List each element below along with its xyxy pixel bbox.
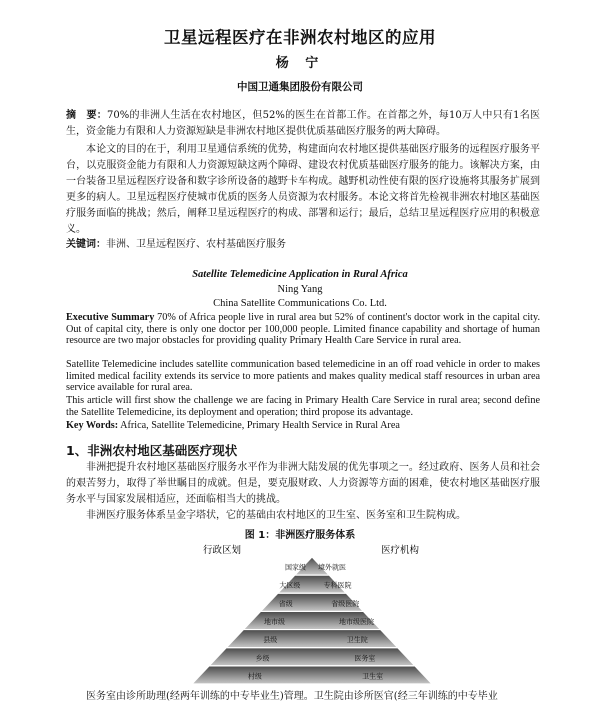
executive-summary-label: Executive Summary — [66, 312, 155, 323]
pyramid-layer-5 — [226, 630, 397, 648]
admin-level-label: 地市级 — [264, 618, 285, 626]
section-1-paragraph-2: 非洲医疗服务体系呈金字塔状，它的基础由农村地区的卫生室、医务室和卫生院构成。 — [86, 510, 466, 521]
keywords-en-text: Africa, Satellite Telemedicine, Primary Health Service in Rural Area — [118, 420, 400, 431]
admin-division-header: 行政区划 — [202, 545, 242, 556]
admin-level-label: 村级 — [247, 672, 262, 681]
medical-level-label: 省级医院 — [331, 599, 360, 608]
medical-level-label: 卫生室 — [362, 672, 384, 681]
keywords-en-label: Key Words: — [66, 420, 119, 431]
admin-level-label: 国家级 — [285, 563, 306, 572]
english-title: Satellite Telemedicine Application in Rural Africa — [192, 269, 408, 280]
medical-institution-header: 医疗机构 — [380, 545, 420, 556]
keywords-en — [66, 420, 540, 432]
admin-level-label: 大区级 — [279, 581, 301, 590]
abstract-zh — [66, 108, 540, 140]
pyramid-layer-6 — [209, 648, 415, 666]
author-name: 杨 宁 — [275, 56, 325, 71]
abstract-en — [66, 312, 540, 347]
keywords-zh — [66, 237, 540, 253]
section-1-paragraph-1: 非洲把提升农村地区基础医疗服务水平作为非洲大陆发展的优先事项之一。经过政府、医务人员和社会的艰苦努力，取得了举世瞩目的成就。但是，要克服财政、人力资源等方面的困难，使农村地区基础医疗服务水平与国家发展相适应，还面临相当大的挑战。 — [66, 462, 540, 505]
keywords-label: 关键词： — [66, 239, 106, 250]
medical-level-label: 专科医院 — [323, 581, 352, 590]
abstract-zh-paragraph-2: 本论文的目的在于，利用卫星通信系统的优势，构建面向农村地区提供基础医疗服务的远程医疗服务平台，以克服资金能力有限和人力资源短缺这两个障碍、建设农村优质基础医疗服务的能力。该解决方案，由一台装备卫星远程医疗设备和数字诊所设备的越野卡车构成。越野机动性使有限的医疗设施将其服务扩展到更多的病人。卫星远程医疗使城市优质的医务人员资源为农村服务。本论文将首先检视非洲农村地区基础医疗服务面临的挑战；然后，阐释卫星远程医疗的构成、部署和运行；最后，总结卫星远程医疗应用的积极意义。 — [66, 144, 540, 235]
abstract-en-paragraph-3: This article will first show the challenge we are facing in Primary Health Care Service in rural area; second define the Satellite Telemedicine, its deployment and operation; third propose its advantage. — [66, 395, 540, 418]
medical-level-label: 卫生院 — [346, 636, 368, 645]
medical-level-label: 地市级医院 — [339, 618, 374, 626]
keywords-text: 非洲、卫星远程医疗、农村基础医疗服务 — [106, 239, 286, 250]
medical-level-label: 境外就医 — [318, 563, 346, 572]
abstract-en-paragraph-2: Satellite Telemedicine includes satellite communication based telemedicine in an off road vehicle in order to makes limited medical facility extends its service to more patients and makes quality medical staff resources in urban area service available for rural area. — [66, 359, 540, 394]
bottom-text-line: 医务室由诊所助理(经两年训练的中专毕业生)管理。卫生院由诊所医官(经三年训练的中专毕业 — [86, 691, 498, 702]
abstract-text: 70%的非洲人生活在农村地区，但52%的医生在首都工作。在首都之外，每10万人中只有1名医生，资金能力有限和人力资源短缺是非洲农村地区提供优质基础医疗服务的两大障碍。 — [66, 110, 541, 137]
abstract-en-text: 70% of Africa people live in rural area but 52% of continent's doctor work in the capital city. Out of capital city, there is only one doctor per 100,000 people. Limited finance capability and shortage of human resource are two major obstacles for providing quality Primary Health Care Service in rural area. — [66, 312, 540, 347]
pyramid-layers — [192, 557, 432, 684]
section-1-heading: 1、非洲农村地区基础医疗现状 — [66, 443, 238, 458]
paper-title: 卫星远程医疗在非洲农村地区的应用 — [164, 28, 436, 47]
healthcare-pyramid-figure — [160, 541, 460, 688]
admin-level-label: 省级 — [278, 599, 293, 608]
figure-caption: 图 1：非洲医疗服务体系 — [244, 530, 356, 541]
english-author: Ning Yang — [277, 284, 323, 295]
abstract-label: 摘 要： — [66, 110, 107, 121]
medical-level-label: 医务室 — [354, 654, 376, 663]
english-affiliation: China Satellite Communications Co. Ltd. — [213, 298, 387, 309]
pyramid-layer-7 — [192, 666, 432, 684]
admin-level-label: 乡级 — [255, 654, 270, 663]
admin-level-label: 县级 — [263, 636, 278, 645]
author-affiliation: 中国卫通集团股份有限公司 — [237, 81, 363, 93]
